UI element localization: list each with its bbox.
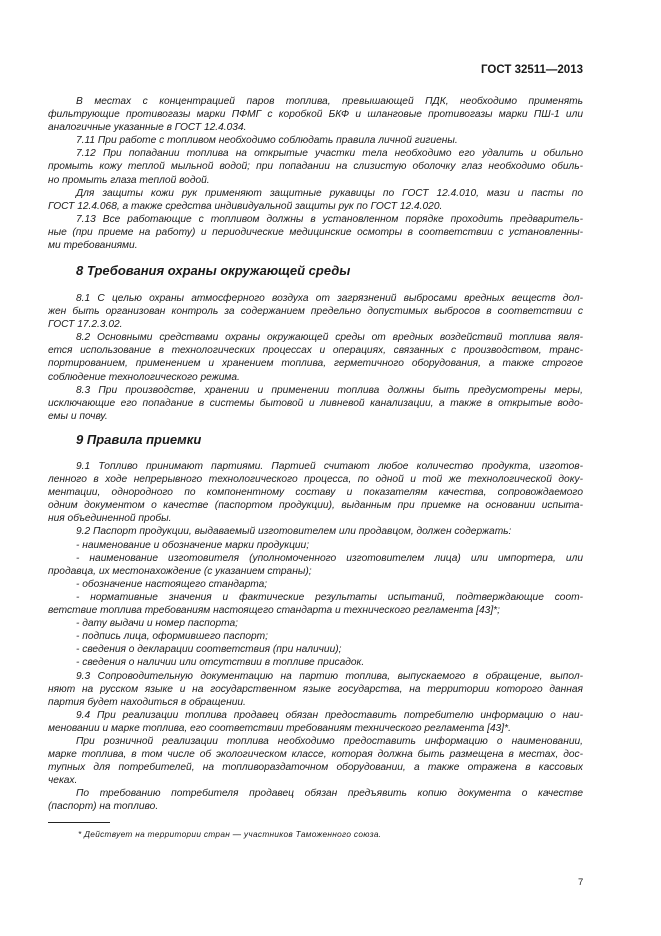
text-line: портированием, применением и хранением топлива, герметичного оборудования, а также строгое — [48, 358, 583, 370]
text-line: ГОСТ 17.2.3.02. — [48, 319, 123, 331]
text-line: чеках. — [48, 775, 78, 787]
paragraph — [48, 460, 583, 525]
text-line: одним документом о качестве (паспортом продукции), выданным при приемке на основании испыта- — [48, 500, 583, 512]
text-line: ветствие топлива требованиям настоящего стандарта и технического регламента [43]*; — [48, 605, 500, 617]
text-line: 9.3 Сопроводительную документацию на партию топлива, выпускаемого в обращение, выпол- — [76, 670, 583, 682]
text-line: соблюдение технологического режима. — [48, 371, 240, 383]
text-line: ленного в ходе непрерывного технологического процесса, по одной и той же технологической доку- — [48, 474, 583, 486]
text-line: 9.2 Паспорт продукции, выдаваемый изготовителем или продавцом, должен содержать: — [76, 526, 512, 538]
text-line: - наименование изготовителя (уполномоченного изготовителем лица) или импортера, или — [76, 552, 583, 564]
text-line: меновании и марке топлива, его соответствии требованиям технического регламента [43]*. — [48, 722, 511, 734]
footnote: * Действует на территории стран — участников Таможенного союза. — [78, 829, 382, 839]
paragraph — [48, 617, 583, 630]
paragraph — [48, 384, 583, 423]
text-line: 9.1 Топливо принимают партиями. Партией считают любое количество продукта, изготов- — [76, 461, 583, 472]
text-line: 7.13 Все работающие с топливом должны в установленном порядке проходить предваритель- — [76, 213, 583, 225]
text-line: фильтрующие противогазы марки ПФМГ с коробкой БКФ и шланговые противогазы марки ПШ-1 или — [48, 109, 583, 121]
text-line: ГОСТ 12.4.068, а также средства индивидуальной защиты рук по ГОСТ 12.4.020. — [48, 200, 443, 212]
text-line: - дату выдачи и номер паспорта; — [76, 618, 238, 630]
text-line: - нормативные значения и фактические результаты испытаний, подтверждающие соот- — [76, 591, 583, 603]
section-9-heading: 9 Правила приемки — [76, 432, 202, 447]
text-line: продавца, их местонахождение (с указанием страны); — [48, 565, 312, 577]
text-line: 8.3 При производстве, хранении и применении топлива должны быть предусмотрены меры, — [76, 384, 583, 396]
text-line: тупных для потребителей, на топливораздаточном оборудовании, а также отражена в кассовых — [48, 762, 583, 774]
text-line: 7.12 При попадании топлива на открытые участки тела необходимо его удалить и обильно — [76, 148, 583, 160]
text-line: ми требованиями. — [48, 240, 138, 252]
paragraph — [48, 331, 583, 383]
text-line: - сведения о декларации соответствия (при наличии); — [76, 644, 342, 656]
paragraph — [48, 134, 583, 147]
paragraph — [48, 591, 583, 617]
text-line: ные (при приеме на работу) и периодические медицинские осмотры в соответствии с установленны- — [48, 226, 583, 238]
paragraph — [48, 643, 583, 656]
footnote-divider — [48, 822, 110, 823]
text-line: 8.2 Основными средствами охраны окружающей среды от вредных воздействий топлива явля- — [76, 332, 583, 344]
text-line: промыть кожу теплой мыльной водой; при попадании на слизистую оболочку глаз необходимо обиль- — [48, 161, 583, 173]
paragraph — [48, 630, 583, 643]
document-id-header: ГОСТ 32511—2013 — [481, 64, 583, 76]
text-line: няют на русском языке и на государственном языке государства, на территории которого данная — [48, 683, 583, 695]
paragraph — [48, 95, 583, 134]
text-line: исключающие его попадание в системы бытовой и ливневой канализации, а также в открытые водо- — [48, 397, 583, 409]
text-line: 8.1 С целью охраны атмосферного воздуха от загрязнений выбросами вредных веществ дол- — [76, 293, 583, 304]
paragraph — [48, 735, 583, 787]
paragraph — [48, 292, 583, 331]
paragraph — [48, 709, 583, 735]
paragraph — [48, 213, 583, 252]
text-line: емы и почву. — [48, 410, 108, 422]
paragraph — [48, 539, 583, 552]
text-line: - сведения о наличии или отсутствии в топливе присадок. — [76, 657, 365, 669]
text-line: партия будет находиться в обращении. — [48, 696, 246, 708]
text-line: - подпись лица, оформившего паспорт; — [76, 631, 268, 643]
section-8-body — [48, 292, 583, 423]
text-line: (паспорт) на топливо. — [48, 801, 159, 813]
section-9-body — [48, 460, 583, 814]
text-line: аналогичные указанные в ГОСТ 12.4.034. — [48, 122, 247, 134]
page-number: 7 — [578, 877, 584, 888]
paragraph — [48, 578, 583, 591]
text-line: марке топлива, в том числе об экологическом классе, которая должна быть размещена в местах, дос- — [48, 749, 583, 761]
paragraph — [48, 187, 583, 213]
text-line: - обозначение настоящего стандарта; — [76, 578, 268, 590]
section-7-continuation — [48, 95, 583, 252]
text-line: ния объединенной пробы. — [48, 513, 172, 525]
text-line: Для защиты кожи рук применяют защитные рукавицы по ГОСТ 12.4.010, мази и пасты по — [76, 187, 583, 199]
paragraph — [48, 552, 583, 578]
text-line: При розничной реализации топлива необходимо предоставить информацию о наименовании, — [76, 735, 583, 747]
paragraph — [48, 656, 583, 669]
paragraph — [48, 670, 583, 709]
text-line: но промыть глаза теплой водой. — [48, 174, 210, 186]
paragraph — [48, 147, 583, 186]
text-line: По требованию потребителя продавец обязан предъявить копию документа о качестве — [76, 788, 583, 800]
paragraph — [48, 525, 583, 538]
text-line: ется использование в технологических процессах и операциях, связанных с производством, транс- — [48, 345, 583, 357]
text-line: В местах с концентрацией паров топлива, превышающей ПДК, необходимо применять — [76, 96, 583, 107]
text-line: жен быть организован контроль за содержанием предельно допустимых выбросов в соответствии с — [48, 306, 583, 318]
text-line: 7.11 При работе с топливом необходимо соблюдать правила личной гигиены. — [76, 135, 458, 147]
text-line: 9.4 При реализации топлива продавец обязан предоставить потребителю информацию о наи- — [76, 709, 583, 721]
section-8-heading: 8 Требования охраны окружающей среды — [76, 263, 351, 278]
text-line: - наименование и обозначение марки продукции; — [76, 539, 310, 551]
paragraph — [48, 787, 583, 813]
text-line: ментации, однородного по компонентному составу и показателям качества, сопровождаемого — [48, 487, 583, 499]
